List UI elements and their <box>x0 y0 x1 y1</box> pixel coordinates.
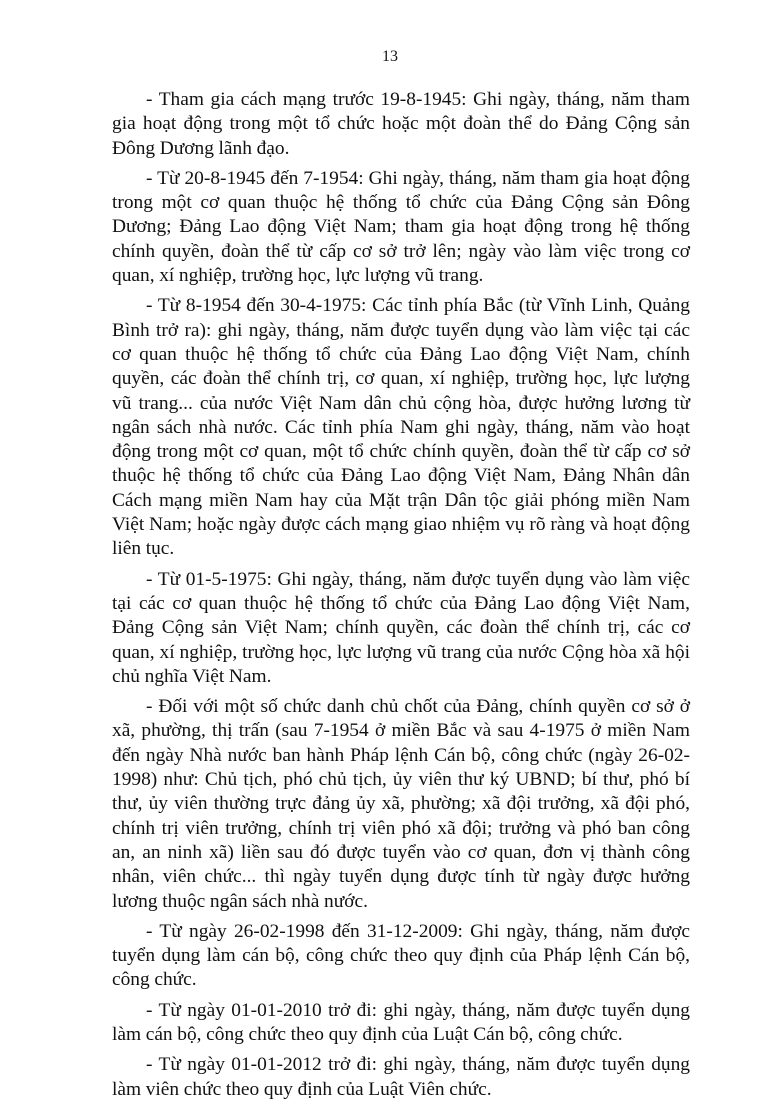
paragraph-from-2010: - Từ ngày 01-01-2010 trở đi: ghi ngày, tháng, năm được tuyển dụng làm cán bộ, công chức theo quy định của Luật Cán bộ, công chức. <box>112 999 690 1045</box>
document-body <box>112 88 690 1108</box>
page-number: 13 <box>382 48 398 65</box>
paragraph-before-1945: - Tham gia cách mạng trước 19-8-1945: Ghi ngày, tháng, năm tham gia hoạt động trong một tổ chức hoặc một đoàn thể do Đảng Cộng sản Đông Dương lãnh đạo. <box>112 89 690 159</box>
paragraph-1998-2009: - Từ ngày 26-02-1998 đến 31-12-2009: Ghi ngày, tháng, năm được tuyển dụng làm cán bộ, công chức theo quy định của Pháp lệnh Cán bộ, công chức. <box>112 920 690 991</box>
paragraph-key-positions: - Đối với một số chức danh chủ chốt của Đảng, chính quyền cơ sở ở xã, phường, thị trấn (sau 7-1954 ở miền Bắc và sau 4-1975 ở miền Nam đến ngày Nhà nước ban hành Pháp lệnh Cán bộ, công chức (ngày 26-02-1998) như: Chủ tịch, phó chủ tịch, ủy viên thư ký UBND; bí thư, phó bí thư, ủy viên thường trực đảng ủy xã, phường; xã đội trưởng, xã đội phó, chính trị viên trưởng, chính trị viên phó xã đội; trưởng và phó ban công an, an ninh xã) liền sau đó được tuyển vào cơ quan, đơn vị thành công nhân, viên chức... thì ngày tuyển dụng được tính từ ngày được hưởng lương thuộc ngân sách nhà nước. <box>112 696 690 912</box>
paragraph-from-1975: - Từ 01-5-1975: Ghi ngày, tháng, năm được tuyển dụng vào làm việc tại các cơ quan thuộc hệ thống tổ chức của Đảng Lao động Việt Nam, Đảng Cộng sản Việt Nam; chính quyền, các đoàn thể chính trị, các cơ quan, xí nghiệp, trường học, lực lượng vũ trang của nước Cộng hòa xã hội chủ nghĩa Việt Nam. <box>112 568 690 687</box>
paragraph-1945-1954: - Từ 20-8-1945 đến 7-1954: Ghi ngày, tháng, năm tham gia hoạt động trong một cơ quan thuộc hệ thống tổ chức của Đảng Cộng sản Đông Dương; Đảng Lao động Việt Nam; tham gia hoạt động trong hệ thống chính quyền, đoàn thể từ cấp cơ sở trở lên; ngày vào làm việc trong cơ quan, xí nghiệp, trường học, lực lượng vũ trang. <box>112 167 690 287</box>
paragraph-from-2012: - Từ ngày 01-01-2012 trở đi: ghi ngày, tháng, năm được tuyển dụng làm viên chức theo quy định của Luật Viên chức. <box>112 1054 690 1100</box>
paragraph-1954-1975: - Từ 8-1954 đến 30-4-1975: Các tỉnh phía Bắc (từ Vĩnh Linh, Quảng Bình trở ra): ghi ngày, tháng, năm được tuyển dụng vào làm việc tại các cơ quan thuộc hệ thống tổ chức của Đảng Lao động Việt Nam, chính quyền, các đoàn thể chính trị, cơ quan, xí nghiệp, trường học, lực lượng vũ trang... của nước Việt Nam dân chủ cộng hòa, được hưởng lương từ ngân sách nhà nước. Các tỉnh phía Nam ghi ngày, tháng, năm vào hoạt động trong một cơ quan, một tổ chức chính quyền, đoàn thể từ cấp cơ sở thuộc hệ thống tổ chức của Đảng Lao động Việt Nam, Đảng Nhân dân Cách mạng miền Nam hay của Mặt trận Dân tộc giải phóng miền Nam Việt Nam; hoặc ngày được cách mạng giao nhiệm vụ rõ ràng và hoạt động liên tục. <box>112 295 690 560</box>
